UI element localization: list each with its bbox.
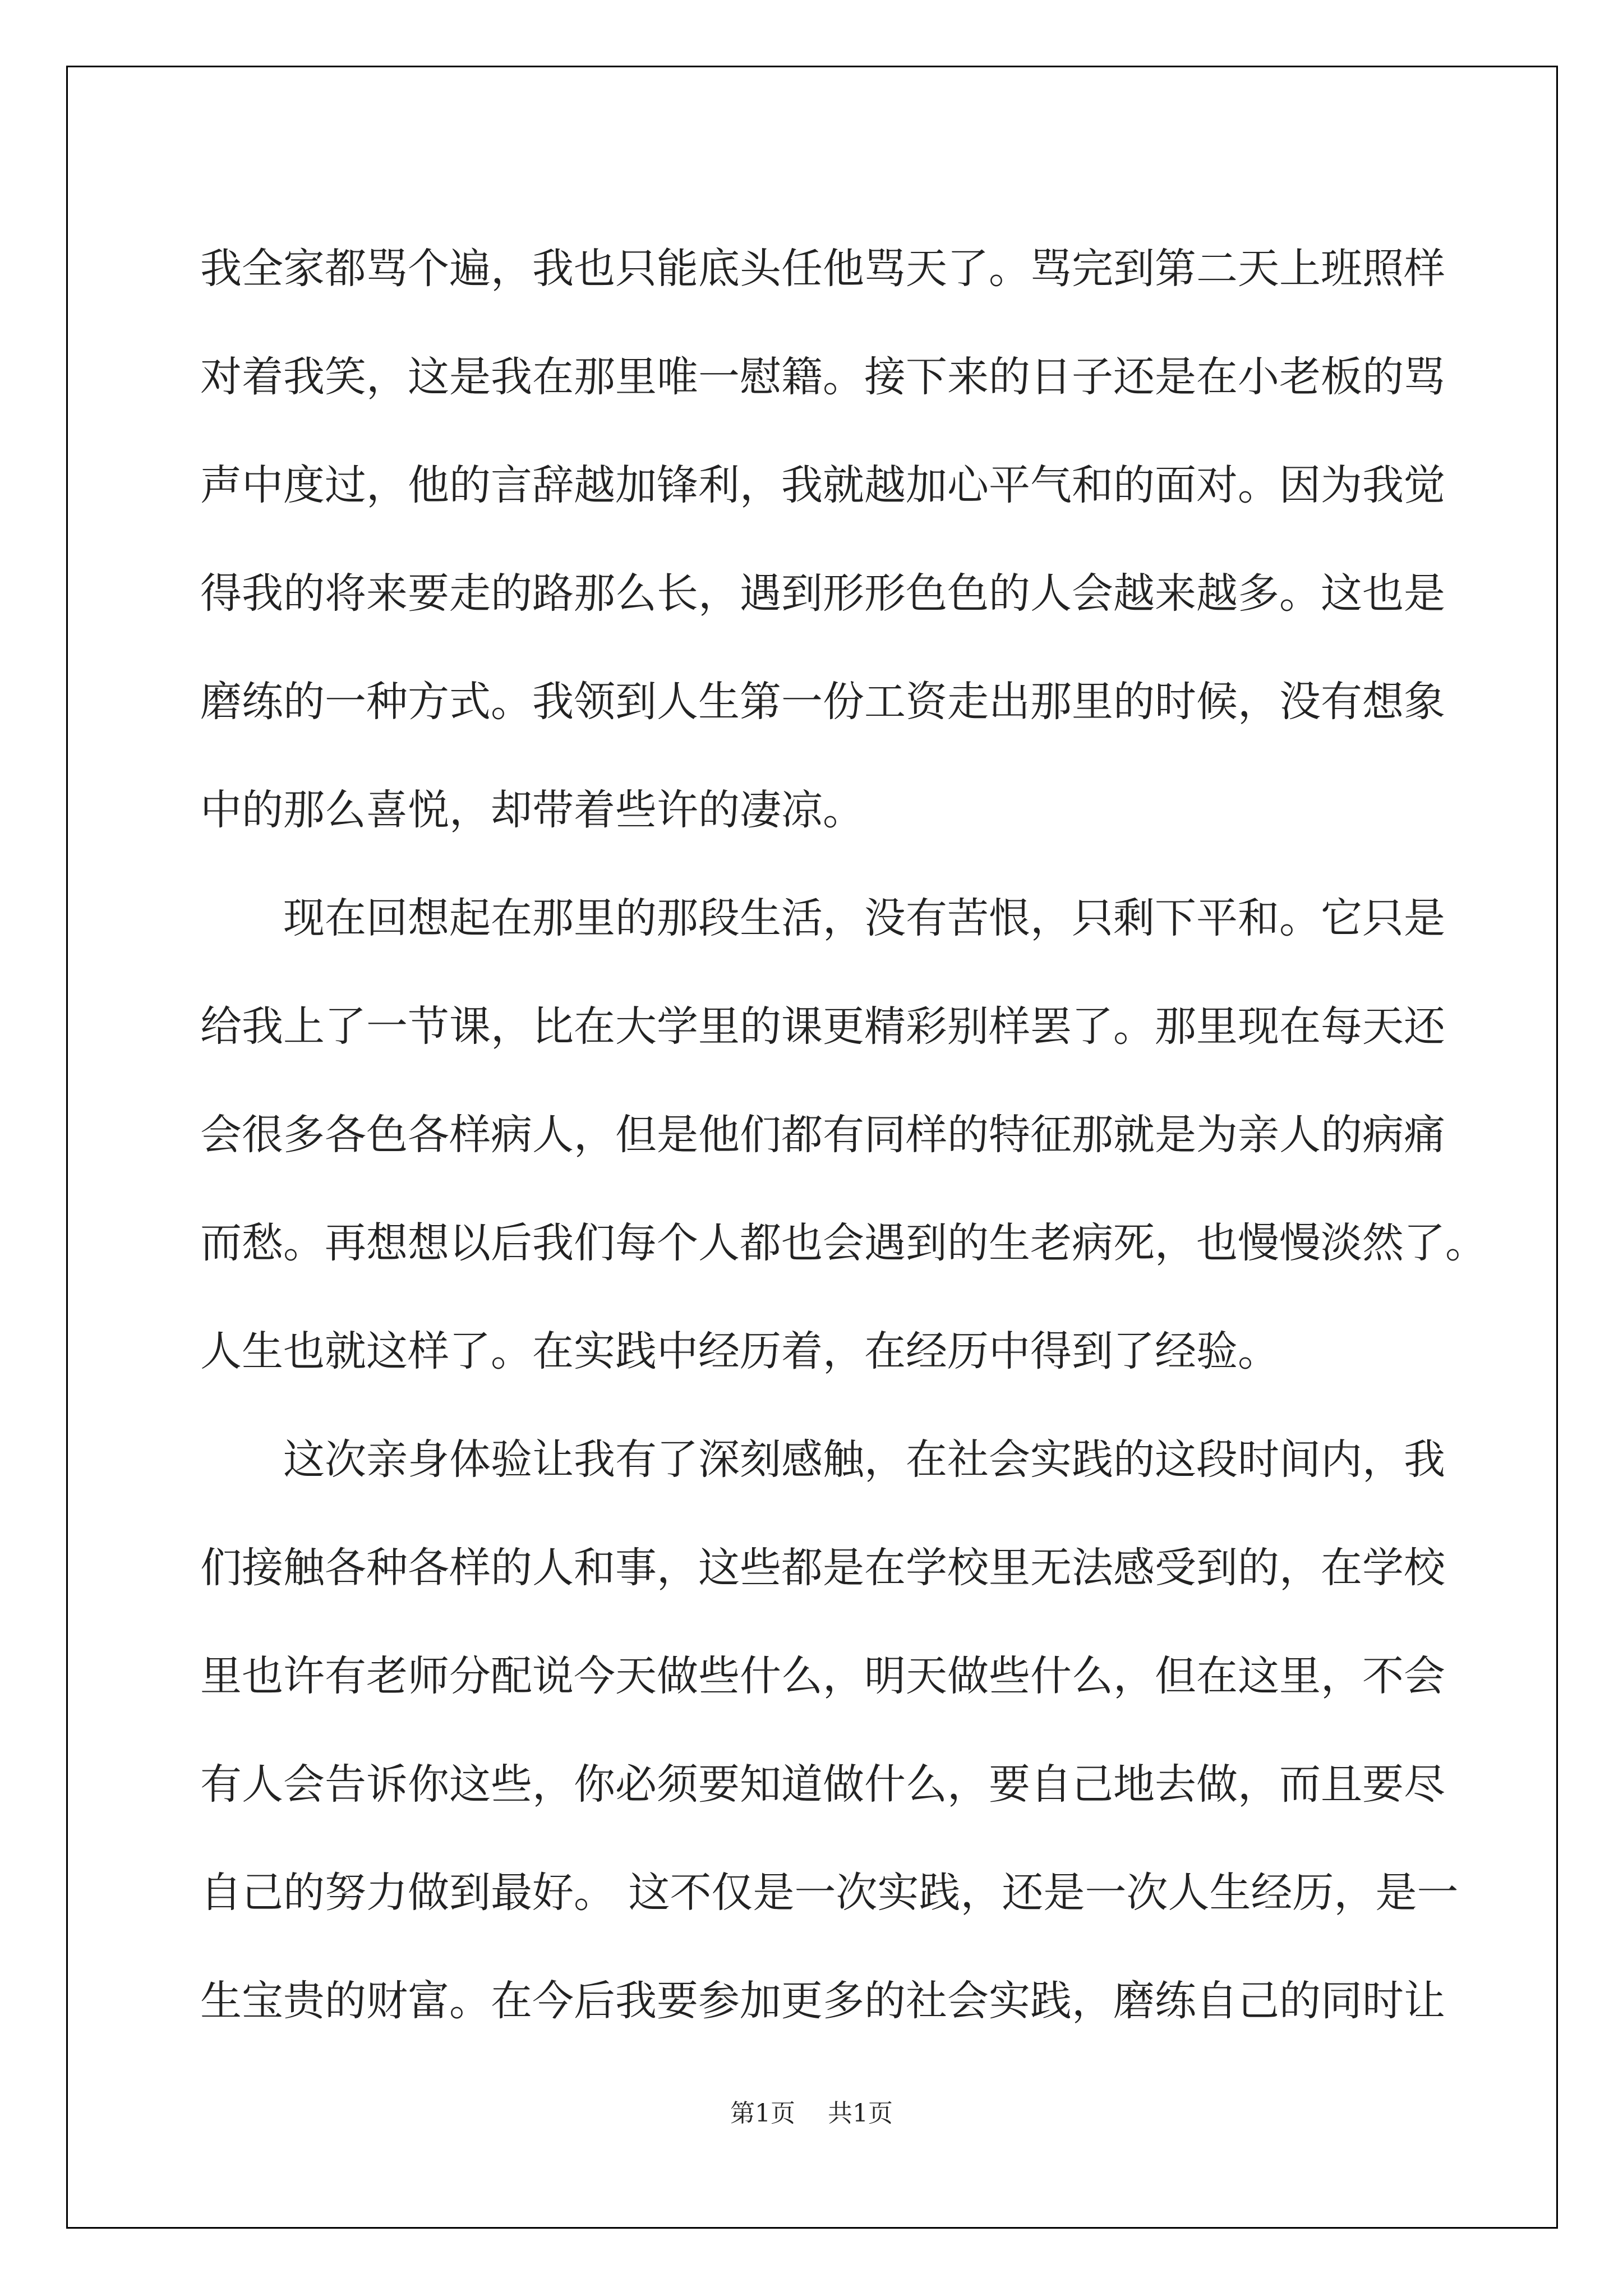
text-line: 给我上了一节课，比在大学里的课更精彩别样罢了。那里现在每天还 bbox=[200, 1002, 1445, 1051]
text-line: 得我的将来要走的路那么长，遇到形形色色的人会越来越多。这也是 bbox=[200, 569, 1445, 618]
text-line: 人生也就这样了。在实践中经历着，在经历中得到了经验。 bbox=[200, 1327, 1279, 1375]
text-line: 我全家都骂个遍，我也只能底头任他骂天了。骂完到第二天上班照样 bbox=[200, 245, 1445, 293]
text-line: 有人会告诉你这些，你必须要知道做什么，要自己地去做，而且要尽 bbox=[200, 1760, 1445, 1809]
text-line: 会很多各色各样病人，但是他们都有同样的特征那就是为亲人的病痛 bbox=[200, 1111, 1445, 1159]
text-line: 里也许有老师分配说今天做些什么，明天做些什么，但在这里，不会 bbox=[200, 1652, 1445, 1700]
text-line: 自己的努力做到最好。 这不仅是一次实践，还是一次人生经历，是一 bbox=[200, 1869, 1459, 1917]
text-line: 而愁。再想想以后我们每个人都也会遇到的生老病死，也慢慢淡然了。 bbox=[200, 1219, 1487, 1267]
document-body bbox=[200, 215, 1487, 2055]
page-footer bbox=[0, 2097, 1623, 2131]
text-line: 生宝贵的财富。在今后我要参加更多的社会实践，磨练自己的同时让 bbox=[200, 1977, 1445, 2025]
text-line: 对着我笑，这是我在那里唯一慰籍。接下来的日子还是在小老板的骂 bbox=[200, 353, 1445, 401]
text-line: 中的那么喜悦，却带着些许的凄凉。 bbox=[200, 786, 864, 834]
current-page-label: 第1页 bbox=[730, 2099, 795, 2128]
text-line: 声中度过，他的言辞越加锋利，我就越加心平气和的面对。因为我觉 bbox=[200, 461, 1445, 509]
paragraph-start-line: 这次亲身体验让我有了深刻感触，在社会实践的这段时间内，我 bbox=[283, 1435, 1445, 1484]
text-line: 磨练的一种方式。我领到人生第一份工资走出那里的时候，没有想象 bbox=[200, 678, 1445, 726]
total-pages-label: 共1页 bbox=[828, 2099, 893, 2128]
paragraph-start-line: 现在回想起在那里的那段生活，没有苦恨，只剩下平和。它只是 bbox=[283, 894, 1445, 942]
text-line: 们接触各种各样的人和事，这些都是在学校里无法感受到的，在学校 bbox=[200, 1544, 1445, 1592]
